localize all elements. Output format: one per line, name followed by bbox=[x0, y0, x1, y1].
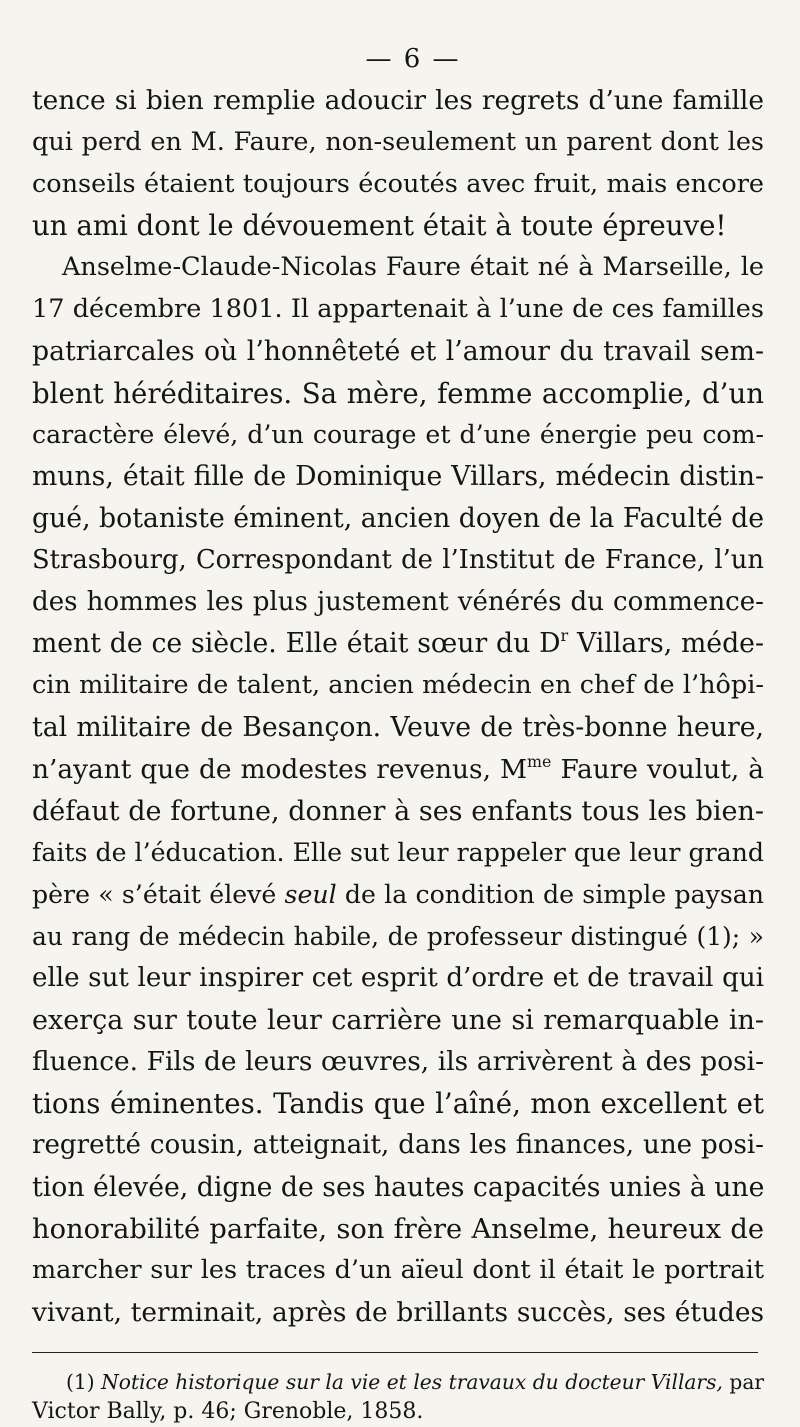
text-line: des hommes les plus justement vénérés du commence- bbox=[32, 586, 764, 617]
text-segment: père « s’était élevé bbox=[32, 880, 285, 910]
text-line: un ami dont le dévouement était à toute épreuve! bbox=[32, 209, 727, 243]
superscript: me bbox=[527, 751, 552, 771]
text-segment: par bbox=[722, 1369, 765, 1394]
text-line: qui perd en M. Faure, non-seulement un parent dont les bbox=[32, 126, 764, 157]
text-line: marcher sur les traces d’un aïeul dont il était le portrait bbox=[32, 1255, 764, 1286]
footnote-title: Notice historique sur la vie et les travaux du docteur Villars, bbox=[101, 1369, 723, 1394]
text-segment: n’ayant que de modestes revenus, M bbox=[32, 753, 528, 785]
emphasis: seul bbox=[284, 880, 337, 910]
text-line: défaut de fortune, donner à ses enfants tous les bien- bbox=[32, 795, 764, 827]
text-line: exerça sur toute leur carrière une si remarquable in- bbox=[32, 1004, 764, 1036]
text-line: gué, botaniste éminent, ancien doyen de la Faculté de bbox=[32, 502, 764, 534]
body-text bbox=[32, 80, 764, 1334]
text-line: honorabilité parfaite, son frère Anselme, heureux de bbox=[32, 1213, 764, 1245]
text-line: tion élevée, digne de ses hautes capacités unies à une bbox=[32, 1171, 765, 1203]
page-number: — 6 — bbox=[365, 44, 461, 74]
text-line: au rang de médecin habile, de professeur distingué (1); » bbox=[32, 921, 764, 951]
paragraph-start-line: Anselme-Claude-Nicolas Faure était né à Marseille, le bbox=[62, 252, 764, 283]
text-line bbox=[32, 874, 764, 916]
text-line: blent héréditaires. Sa mère, femme accomplie, d’un bbox=[32, 376, 764, 410]
text-line: faits de l’éducation. Elle sut leur rappeler que leur grand bbox=[32, 838, 764, 868]
text-segment: de la condition de simple paysan bbox=[336, 880, 764, 910]
text-line bbox=[32, 623, 764, 665]
text-line: muns, était fille de Dominique Villars, médecin distin- bbox=[32, 461, 764, 493]
footnote-line bbox=[32, 1367, 764, 1397]
text-line: elle sut leur inspirer cet esprit d’ordre et de travail qui bbox=[32, 962, 764, 993]
text-line: tions éminentes. Tandis que l’aîné, mon excellent et bbox=[32, 1087, 764, 1121]
superscript: r bbox=[560, 626, 569, 646]
text-line: regretté cousin, atteignait, dans les finances, une posi- bbox=[32, 1129, 764, 1160]
text-line bbox=[32, 749, 764, 791]
text-segment: Faure voulut, à bbox=[551, 753, 765, 785]
text-line: patriarcales où l’honnêteté et l’amour du travail sem- bbox=[32, 335, 764, 367]
text-segment: Villars, méde- bbox=[568, 628, 764, 660]
text-line: Strasbourg, Correspondant de l’Institut de France, l’un bbox=[32, 544, 764, 575]
text-line: tal militaire de Besançon. Veuve de très-bonne heure, bbox=[32, 711, 764, 743]
footnote-line: Victor Bally, p. 46; Grenoble, 1858. bbox=[32, 1398, 424, 1424]
footnote-marker: (1) bbox=[66, 1369, 102, 1394]
text-line: caractère élevé, d’un courage et d’une énergie peu com- bbox=[32, 420, 764, 450]
text-line: vivant, terminait, après de brillants succès, ses études bbox=[32, 1297, 764, 1329]
text-line: fluence. Fils de leurs œuvres, ils arrivèrent à des posi- bbox=[32, 1046, 764, 1078]
text-segment: ment de ce siècle. Elle était sœur du D bbox=[32, 628, 561, 660]
footnote bbox=[32, 1367, 764, 1427]
footnote-divider bbox=[32, 1352, 758, 1353]
text-line: cin militaire de talent, ancien médecin en chef de l’hôpi- bbox=[32, 670, 764, 701]
text-line: tence si bien remplie adoucir les regrets d’une famille bbox=[32, 85, 764, 116]
text-line: 17 décembre 1801. Il appartenait à l’une de ces familles bbox=[32, 293, 764, 324]
text-line: conseils étaient toujours écoutés avec fruit, mais encore bbox=[32, 168, 764, 199]
